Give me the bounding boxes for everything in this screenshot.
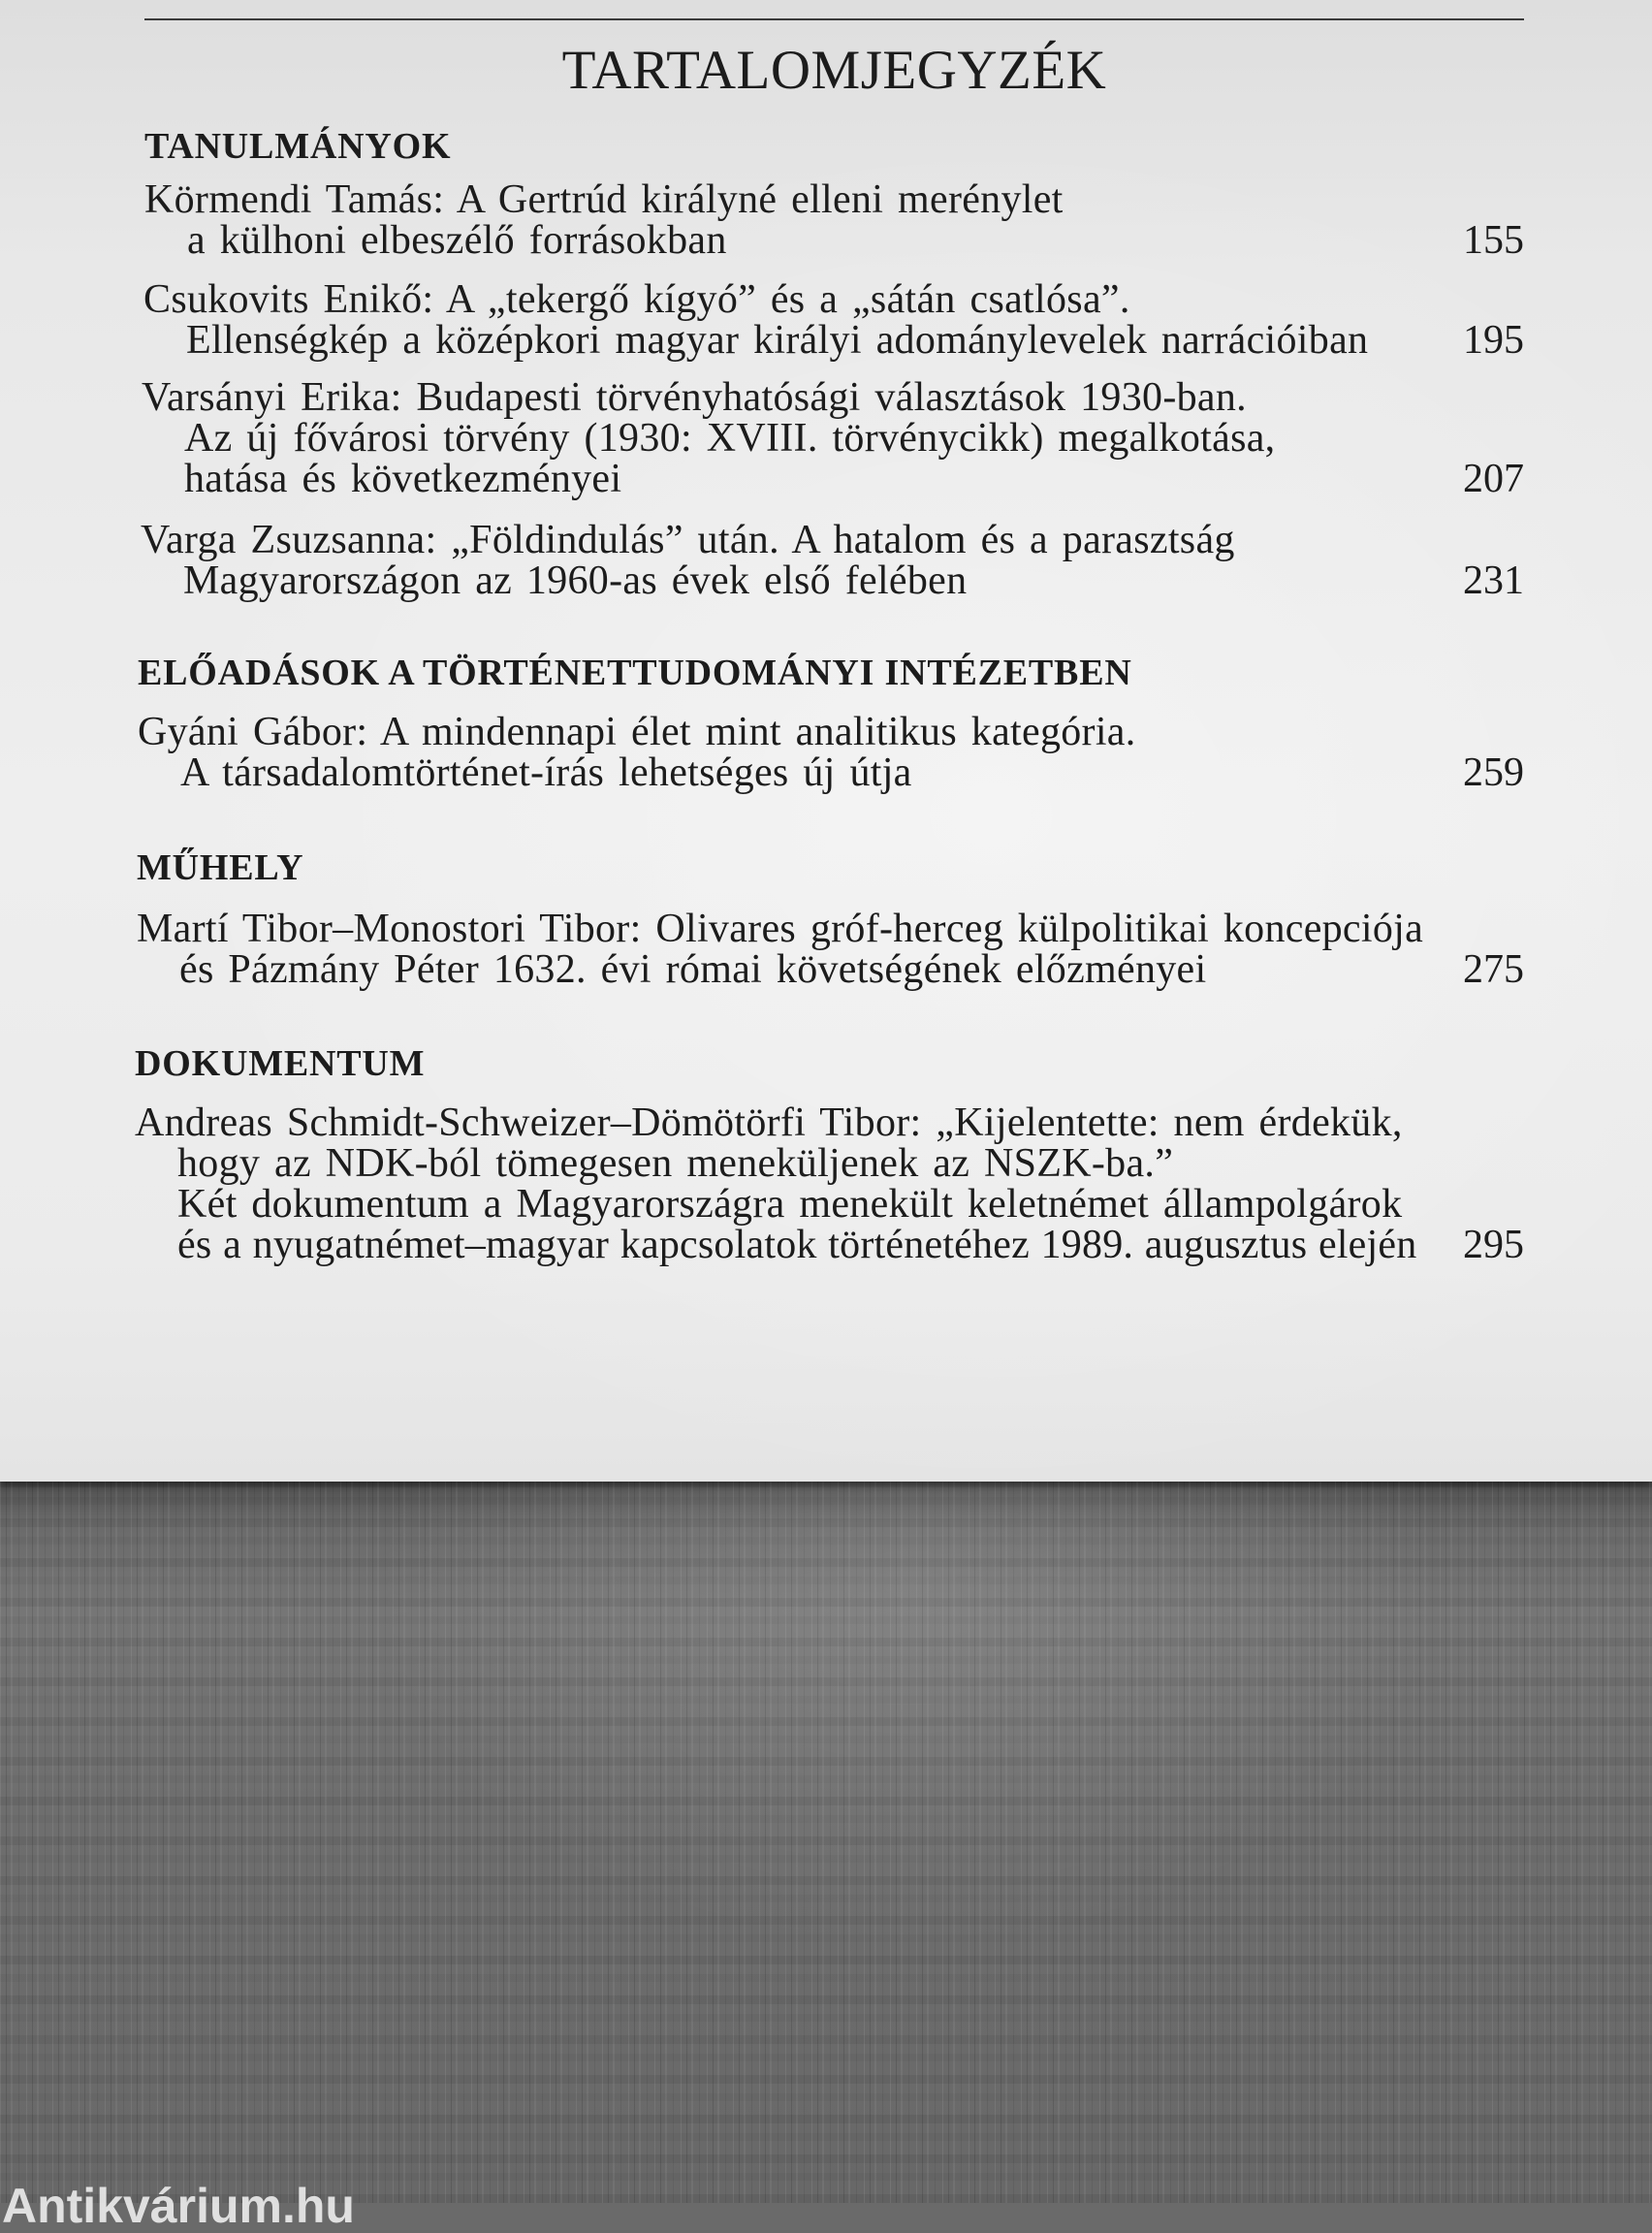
entry-line: Két dokumentum a Magyarországra menekült keletnémet állampolgárok [177,1182,1403,1227]
entry-line: hogy az NDK-ból tömegesen meneküljenek az NSZK-ba.” [177,1141,1174,1186]
table-surface [0,1480,1652,2233]
section-heading-tanulmanyok: TANULMÁNYOK [144,126,452,167]
page-number: 155 [1463,218,1524,263]
page-number: 295 [1463,1223,1524,1267]
section-heading-eloadasok: ELŐADÁSOK A TÖRTÉNETTUDOMÁNYI INTÉZETBEN [138,653,1132,693]
toc-entry-varga [141,520,1524,601]
toc-entry-csukovits [143,279,1524,361]
page-number: 207 [1463,457,1524,501]
top-rule [144,18,1524,20]
section-heading-dokumentum: DOKUMENTUM [135,1043,426,1084]
entry-line: Körmendi Tamás: A Gertrúd királyné elleni merénylet [144,177,1064,222]
entry-line: Magyarországon az 1960-as évek első felében [183,558,968,603]
page-number: 231 [1463,558,1524,603]
entry-line: a külhoni elbeszélő forrásokban [187,218,727,263]
entry-line: Csukovits Enikő: A „tekergő kígyó” és a „sátán csatlósa”. [143,277,1130,322]
entry-line: A társadalomtörténet-írás lehetséges új útja [180,750,912,795]
section-heading-muhely: MŰHELY [137,847,304,888]
entry-line: Varga Zsuzsanna: „Földindulás” után. A hatalom és a parasztság [141,518,1235,562]
entry-line: és Pázmány Péter 1632. évi római követségének előzményei [179,947,1207,992]
entry-line: Ellenségkép a középkori magyar királyi adománylevelek narrációiban [186,318,1369,363]
toc-entry-varsanyi [142,377,1524,499]
entry-line: és a nyugatnémet–magyar kapcsolatok történetéhez 1989. augusztus elején [177,1223,1417,1267]
entry-line: Az új fővárosi törvény (1930: XVIII. törvénycikk) megalkotása, [184,416,1276,461]
entry-line: Varsányi Erika: Budapesti törvényhatósági választások 1930-ban. [142,375,1247,420]
entry-line: Andreas Schmidt-Schweizer–Dömötörfi Tibor: „Kijelentette: nem érdekük, [135,1101,1403,1145]
page-number: 195 [1463,318,1524,363]
page-number: 275 [1463,947,1524,992]
toc-entry-gyani [138,712,1524,793]
entry-line: hatása és következményei [184,457,622,501]
toc-entry-kormendi [144,179,1524,261]
entry-line: Martí Tibor–Monostori Tibor: Olivares gróf-herceg külpolitikai koncepciója [137,907,1424,951]
page-number: 259 [1463,750,1524,795]
toc-entry-marti [137,909,1524,990]
toc-entry-schmidt-schweizer [135,1102,1524,1265]
watermark: Antikvárium.hu [2,2179,355,2233]
page-title: TARTALOMJEGYZÉK [561,40,1107,101]
entry-line: Gyáni Gábor: A mindennapi élet mint analitikus kategória. [138,710,1136,754]
